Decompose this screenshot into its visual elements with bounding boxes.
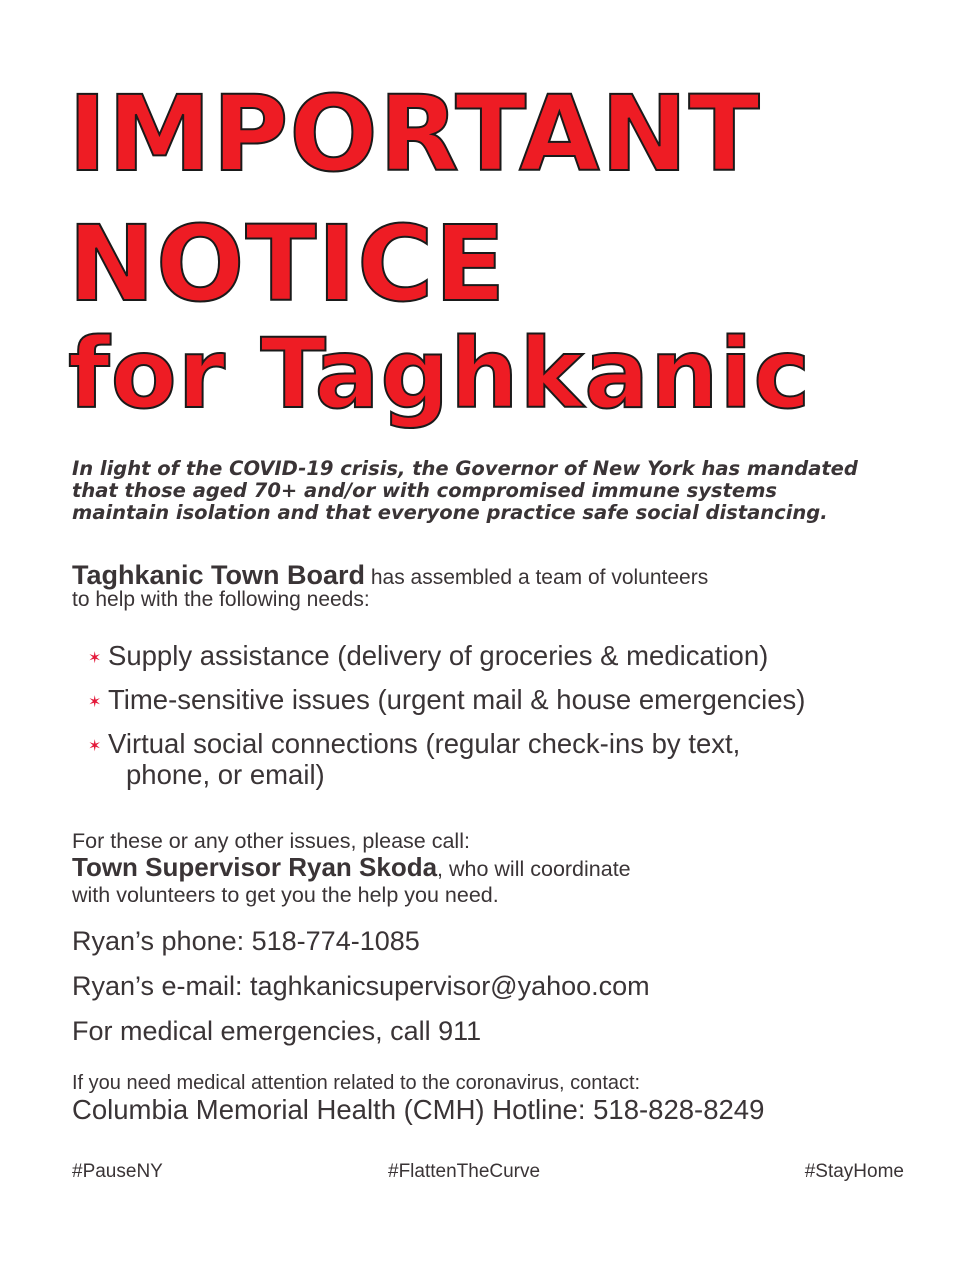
- headline-line-3: for Taghkanic: [68, 318, 812, 430]
- contact-supervisor-line: [72, 854, 631, 882]
- hashtag: #PauseNY: [72, 1161, 163, 1182]
- phone-number: Ryan’s phone: 518-774-1085: [72, 926, 420, 956]
- star-bullet-icon: ✶: [88, 694, 102, 711]
- medical-emergency-line: For medical emergencies, call 911: [72, 1016, 482, 1046]
- contact-intro: For these or any other issues, please call:: [72, 829, 470, 853]
- town-board-paragraph: [72, 560, 709, 612]
- contact-text: with volunteers to get you the help you need.: [72, 883, 499, 907]
- intro-line: In light of the COVID-19 crisis, the Governor of New York has mandated: [72, 457, 858, 480]
- need-text: Supply assistance (delivery of groceries & medication): [108, 640, 769, 671]
- contact-paragraph: [72, 828, 631, 908]
- list-item: [88, 684, 805, 715]
- cmh-intro: If you need medical attention related to the coronavirus, contact:: [72, 1072, 641, 1094]
- hashtag: #FlattenTheCurve: [388, 1161, 541, 1182]
- need-text-continued: phone, or email): [126, 759, 325, 790]
- town-board-name: Taghkanic Town Board: [72, 560, 366, 590]
- star-bullet-icon: ✶: [88, 738, 102, 755]
- list-item: [88, 728, 805, 790]
- headline-line-1: IMPORTANT: [68, 73, 761, 195]
- board-text: has assembled a team of volunteers: [365, 566, 709, 589]
- hashtag: #StayHome: [804, 1161, 904, 1182]
- need-text: Virtual social connections (regular check-ins by text,: [108, 728, 741, 759]
- needs-list: [88, 640, 805, 790]
- covid-intro-paragraph: [72, 458, 932, 524]
- headline-line-2: NOTICE: [68, 203, 507, 325]
- need-text: Time-sensitive issues (urgent mail & house emergencies): [108, 684, 806, 715]
- intro-line: maintain isolation and that everyone practice safe social distancing.: [72, 501, 828, 524]
- list-item: [88, 640, 805, 671]
- star-bullet-icon: ✶: [88, 650, 102, 667]
- board-text: to help with the following needs:: [72, 588, 370, 611]
- supervisor-name: Town Supervisor Ryan Skoda: [72, 852, 438, 882]
- intro-line: that those aged 70+ and/or with compromised immune systems: [72, 479, 777, 502]
- cmh-hotline: Columbia Memorial Health (CMH) Hotline: 518-828-8249: [72, 1094, 765, 1125]
- contact-text: , who will coordinate: [437, 857, 631, 881]
- email-address: Ryan’s e-mail: taghkanicsupervisor@yahoo.com: [72, 971, 650, 1001]
